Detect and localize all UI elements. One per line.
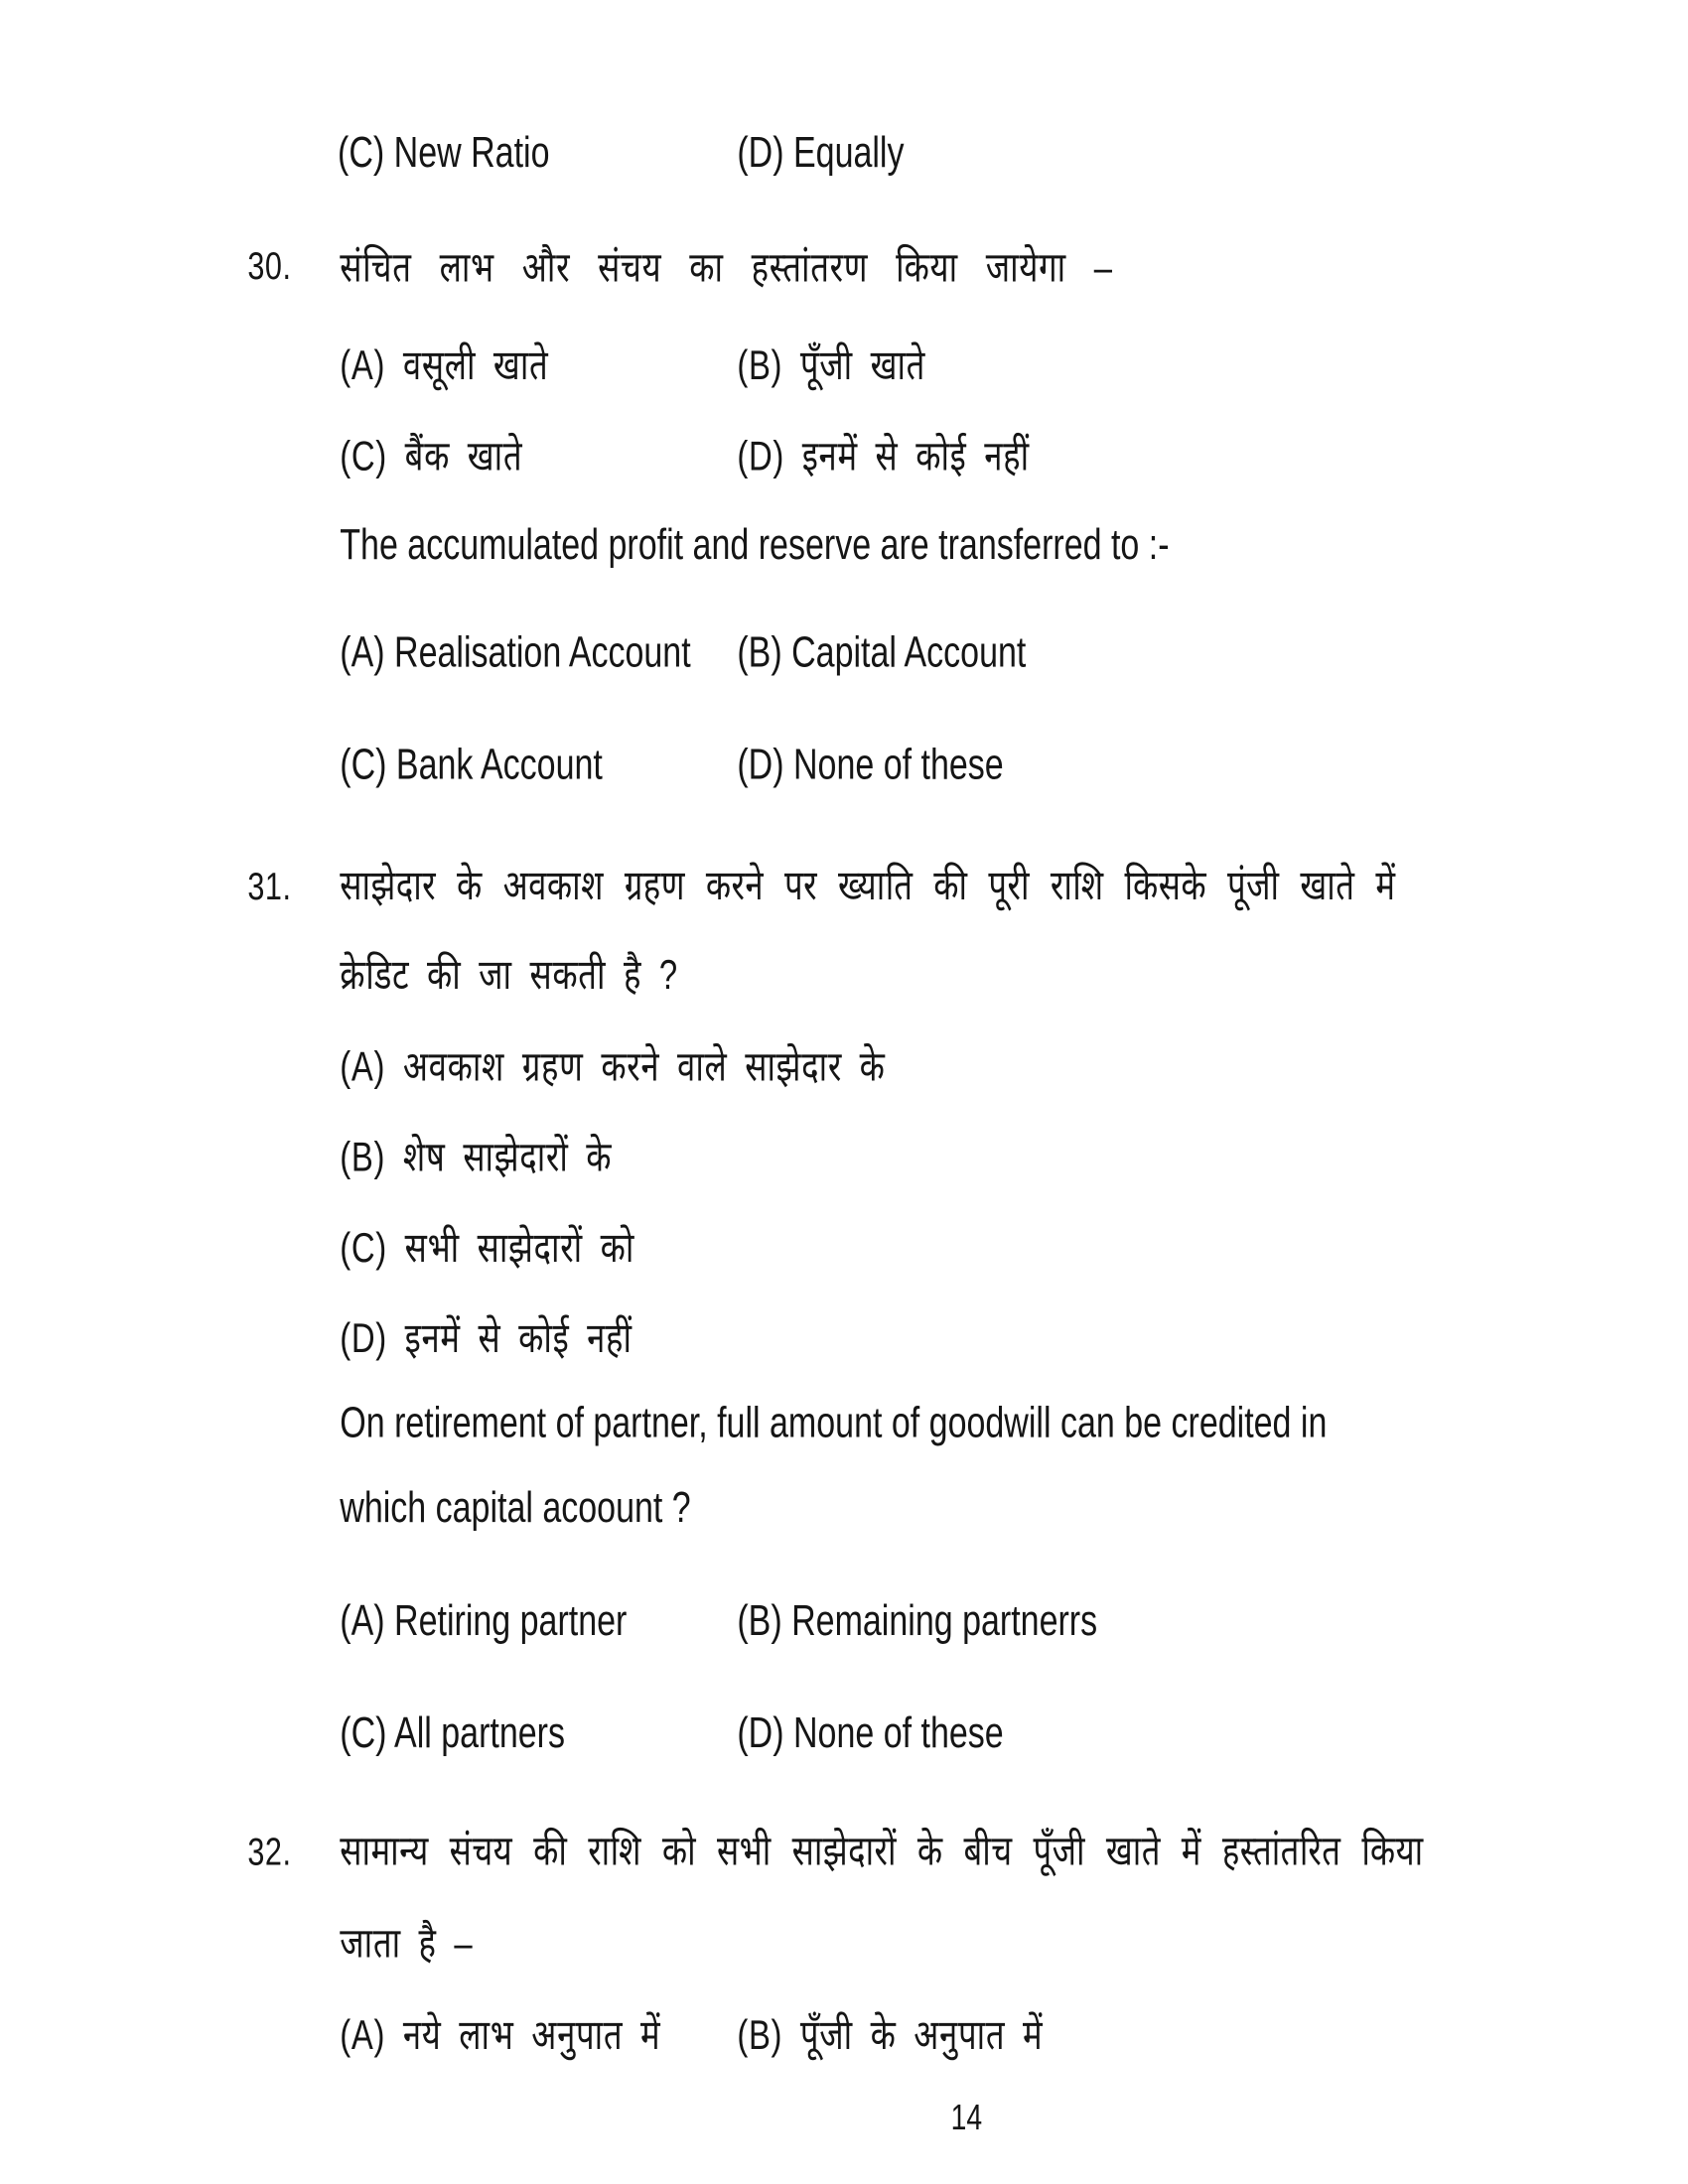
question-32-hindi-stem-line-1: सामान्य संचय की राशि को सभी साझेदारों के बीच पूँजी खाते में हस्तांतरित किया — [340, 1829, 1424, 1875]
question-32-hindi-option-b[interactable]: (B) पूँजी के अनुपात में — [737, 2012, 1044, 2060]
question-30-hindi-option-a[interactable]: (A) वसूली खाते — [340, 342, 549, 390]
question-31-english-stem-line-1: On retirement of partner, full amount of goodwill can be credited in — [340, 1399, 1328, 1447]
question-30-english-option-d[interactable]: (D) None of these — [737, 741, 1004, 789]
question-number-30: 30. — [247, 244, 292, 288]
question-31-english-option-d[interactable]: (D) None of these — [737, 1709, 1004, 1758]
question-31-english-option-b[interactable]: (B) Remaining partnerrs — [737, 1597, 1098, 1646]
question-32-hindi-option-a[interactable]: (A) नये लाभ अनुपात में — [340, 2012, 661, 2060]
question-30-english-option-b[interactable]: (B) Capital Account — [737, 628, 1027, 677]
question-30-english-option-c[interactable]: (C) Bank Account — [340, 741, 603, 789]
question-31-hindi-option-a[interactable]: (A) अवकाश ग्रहण करने वाले साझेदार के — [340, 1044, 886, 1091]
question-31-english-option-a[interactable]: (A) Retiring partner — [340, 1597, 628, 1646]
question-30-english-stem-line-1: The accumulated profit and reserve are transferred to :- — [340, 521, 1170, 570]
question-30-hindi-stem-line-1: संचित लाभ और संचय का हस्तांतरण किया जायेगा – — [340, 245, 1113, 292]
question-30-hindi-option-c[interactable]: (C) बैंक खाते — [340, 434, 523, 480]
question-30-english-option-a[interactable]: (A) Realisation Account — [340, 628, 691, 677]
question-31-english-stem-line-2: which capital acoount ? — [340, 1484, 691, 1532]
question-31-hindi-stem-line-2: क्रेडिट की जा सकती है ? — [340, 952, 678, 999]
question-31-english-option-c[interactable]: (C) All partners — [340, 1709, 566, 1758]
question-30-hindi-option-d[interactable]: (D) इनमें से कोई नहीं — [737, 434, 1030, 480]
question-number-32: 32. — [247, 1830, 292, 1874]
question-32-hindi-stem-line-2: जाता है – — [340, 1921, 474, 1968]
carryover-option-c: (C) New Ratio — [338, 129, 550, 178]
carryover-option-d: (D) Equally — [737, 129, 905, 178]
question-31-hindi-stem-line-1: साझेदार के अवकाश ग्रहण करने पर ख्याति की पूरी राशि किसके पूंजी खाते में — [340, 863, 1396, 910]
question-number-31: 31. — [247, 865, 292, 908]
question-31-hindi-option-c[interactable]: (C) सभी साझेदारों को — [340, 1225, 635, 1272]
page-number: 14 — [950, 2098, 983, 2138]
question-31-hindi-option-d[interactable]: (D) इनमें से कोई नहीं — [340, 1315, 633, 1363]
question-31-hindi-option-b[interactable]: (B) शेष साझेदारों के — [340, 1135, 613, 1181]
question-30-hindi-option-b[interactable]: (B) पूँजी खाते — [737, 342, 926, 390]
